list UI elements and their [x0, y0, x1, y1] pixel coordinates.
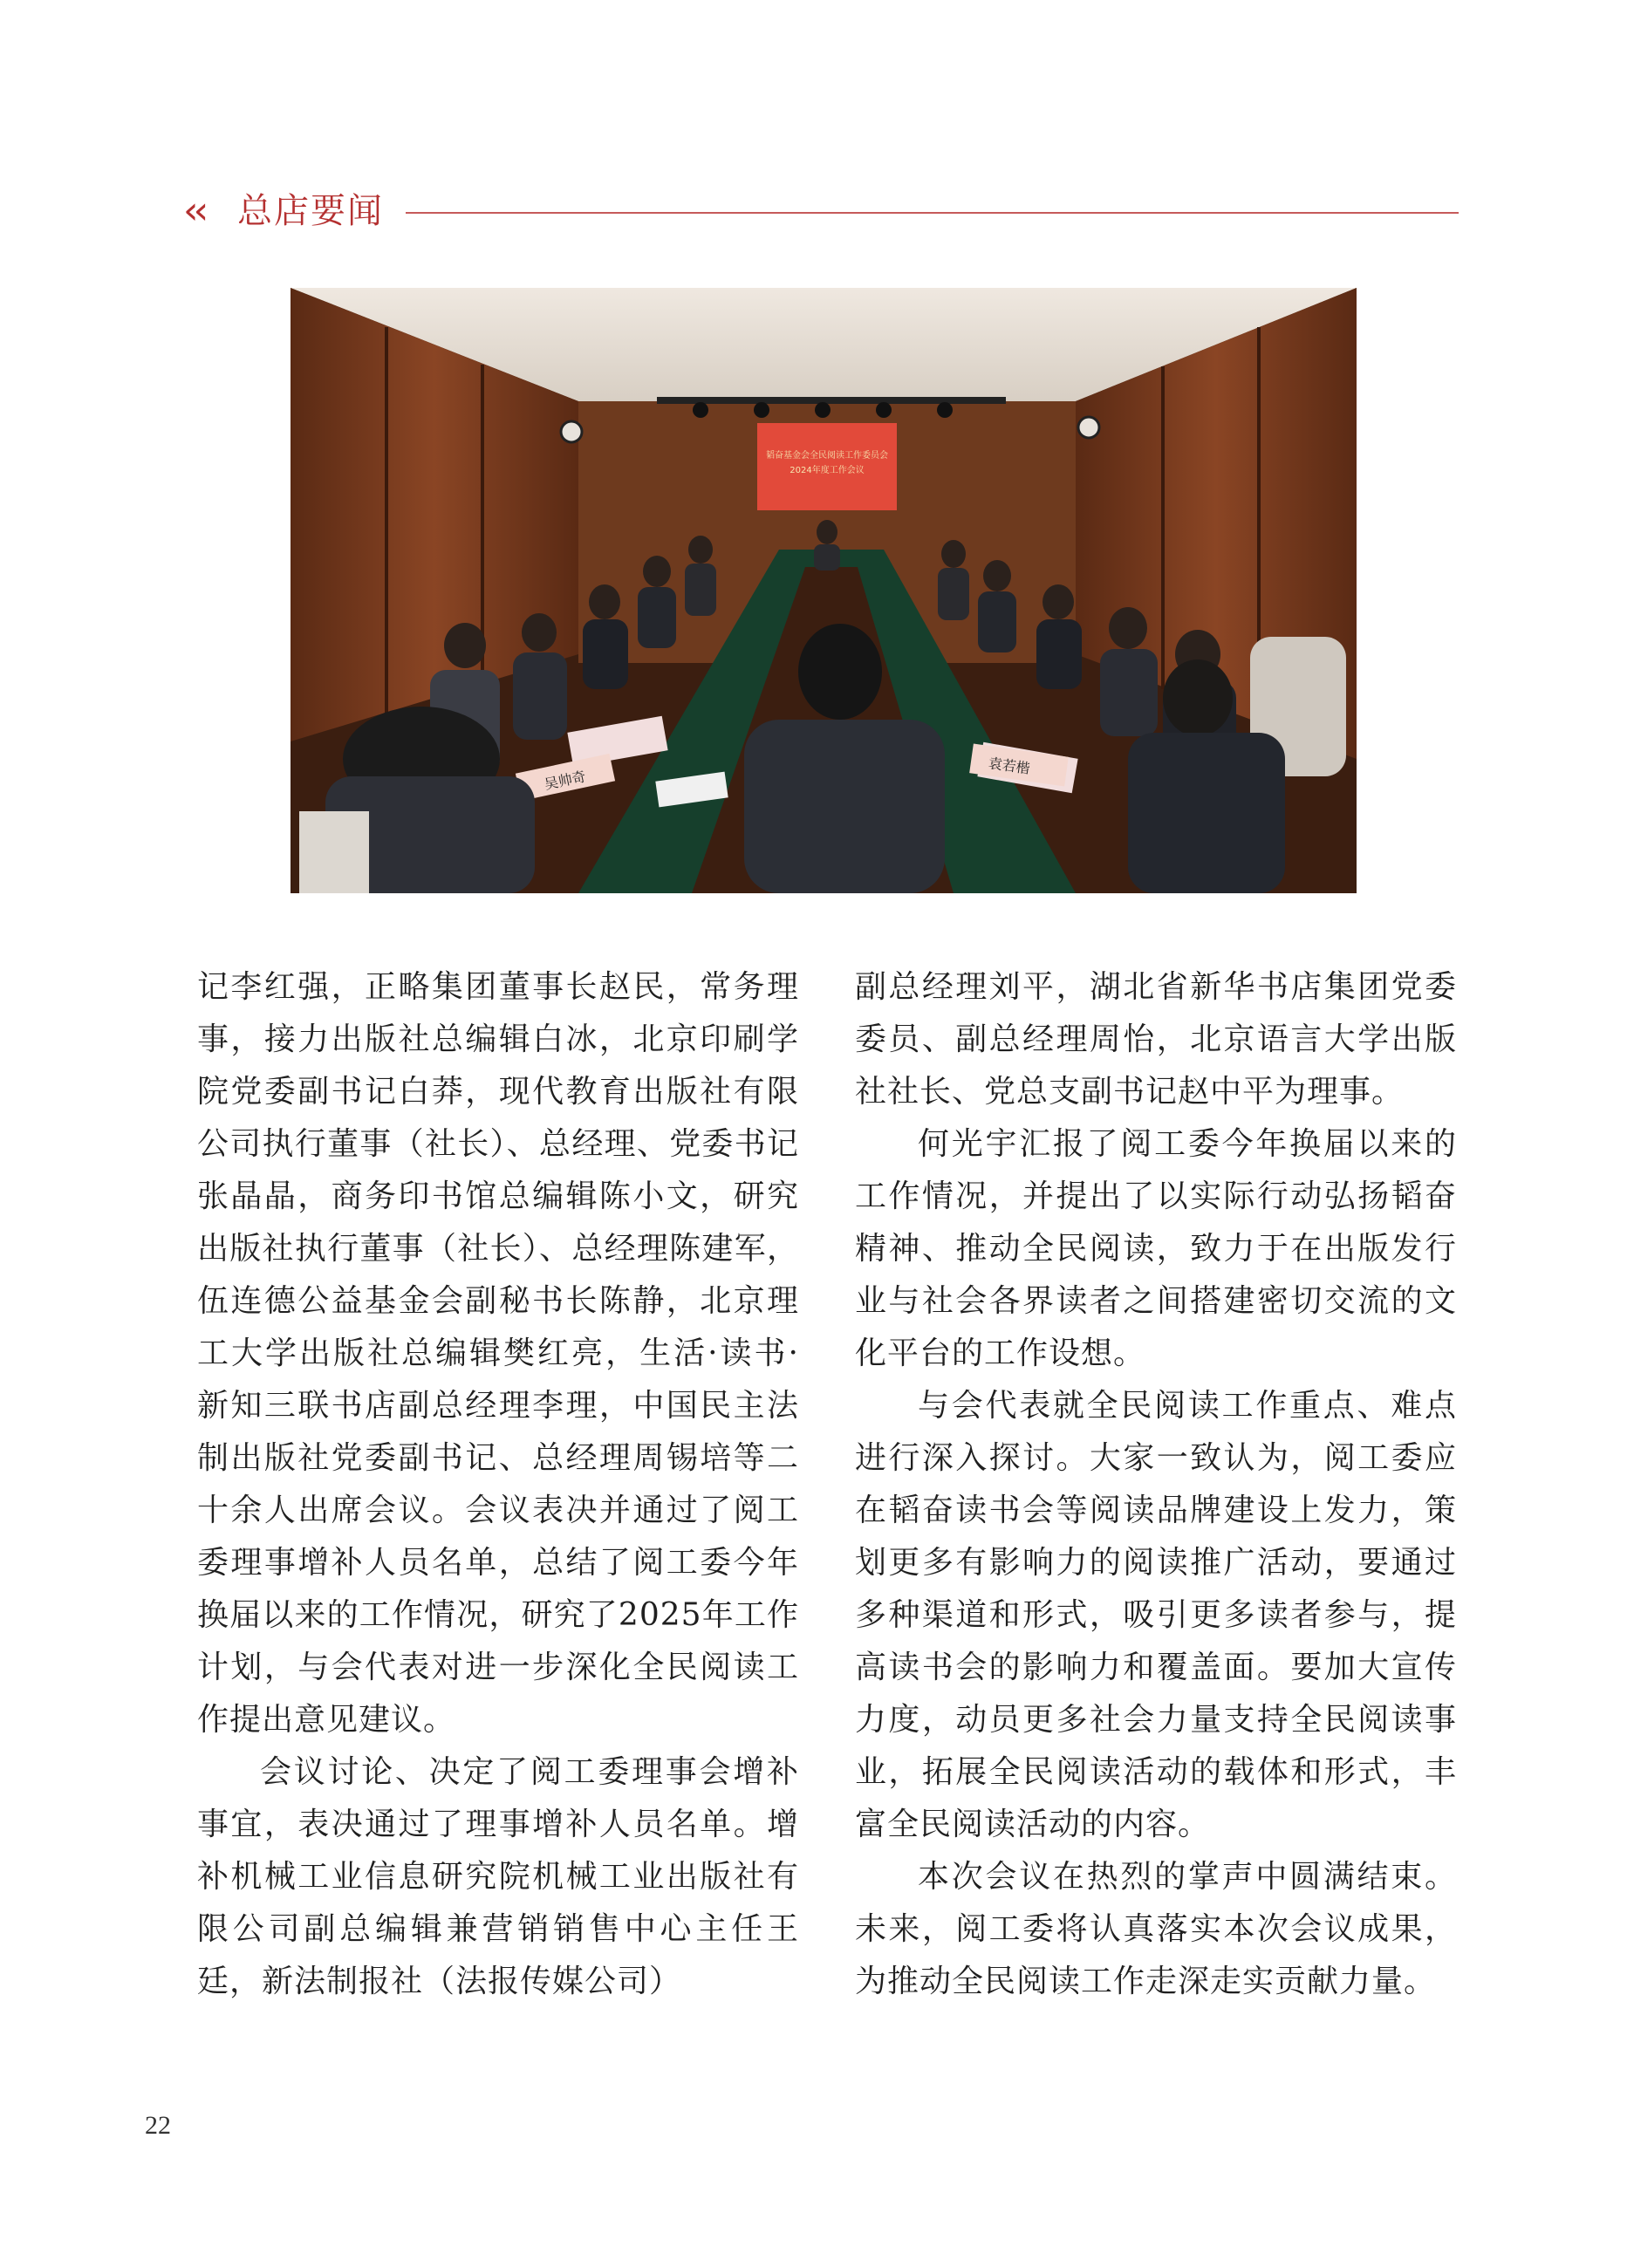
section-title: 总店要闻	[237, 191, 384, 231]
header-rule	[406, 212, 1459, 214]
page-number: 22	[145, 2111, 171, 2140]
banner-line2: 2024年度工作会议	[790, 466, 865, 475]
paragraph: 副总经理刘平，湖北省新华书店集团党委委员、副总经理周怡，北京语言大学出版社社长、党总支副书记赵中平为理事。	[855, 969, 1457, 1110]
banner-line1: 韬奋基金会全民阅读工作委员会	[766, 451, 888, 461]
paragraph: 会议讨论、决定了阅工委理事会增补事宜，表决通过了理事增补人员名单。增补机械工业信息研究院机械工业出版社有限公司副总编辑兼营销销售中心主任王廷，新法制报社（法报传媒公司）	[197, 1754, 799, 1999]
paragraph: 记李红强，正略集团董事长赵民，常务理事，接力出版社总编辑白冰，北京印刷学院党委副书记白莽，现代教育出版社有限公司执行董事（社长）、总经理、党委书记张晶晶，商务印书馆总编辑陈小文，研究出版社执行董事（社长）、总经理陈建军，伍连德公益基金会副秘书长陈静，北京理工大学出版社总编辑樊红亮，生活·读书·新知三联书店副总经理李理，中国民主法制出版社党委副书记、总经理周锡培等二十余人出席会议。会议表决并通过了阅工委理事增补人员名单，总结了阅工委今年换届以来的工作情况，研究了2025年工作计划，与会代表对进一步深化全民阅读工作提出意见建议。	[197, 969, 799, 1738]
paragraph: 本次会议在热烈的掌声中圆满结束。未来，阅工委将认真落实本次会议成果，为推动全民阅读工作走深走实贡献力量。	[855, 1859, 1457, 1999]
article-column-right	[855, 961, 1457, 2008]
nameplate-right: 袁若楷	[987, 755, 1031, 777]
article-column-left	[197, 961, 799, 2008]
double-chevron-left-icon: ‹‹	[183, 188, 204, 233]
meeting-photo	[291, 288, 1357, 893]
nameplate-left: 吴帅奇	[543, 768, 588, 793]
paragraph: 与会代表就全民阅读工作重点、难点进行深入探讨。大家一致认为，阅工委应在韬奋读书会等阅读品牌建设上发力，策划更多有影响力的阅读推广活动，要通过多种渠道和形式，吸引更多读者参与，提高读书会的影响力和覆盖面。要加大宣传力度，动员更多社会力量支持全民阅读事业，拓展全民阅读活动的载体和形式，丰富全民阅读活动的内容。	[855, 1388, 1457, 1842]
paragraph: 何光宇汇报了阅工委今年换届以来的工作情况，并提出了以实际行动弘扬韬奋精神、推动全民阅读，致力于在出版发行业与社会各界读者之间搭建密切交流的文化平台的工作设想。	[855, 1126, 1457, 1371]
section-header	[183, 185, 1459, 237]
